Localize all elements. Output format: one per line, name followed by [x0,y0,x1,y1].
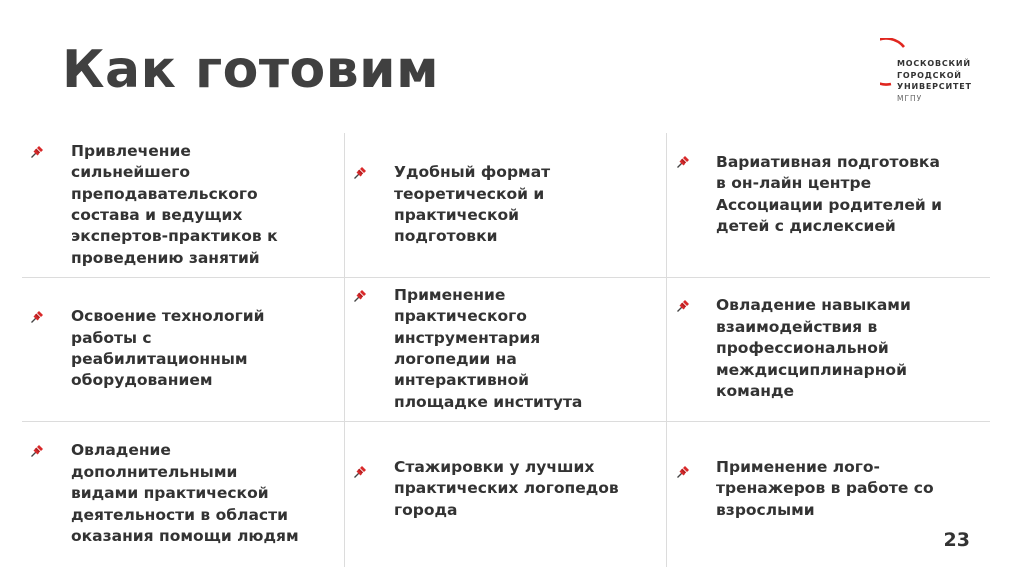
grid-cell [666,421,990,567]
slide-title: Как готовим [62,40,440,100]
logo-line-2: ГОРОДСКОЙ [897,70,962,80]
logo-line-3: УНИВЕРСИТЕТ [897,82,972,91]
grid-cell [22,133,344,277]
item-text: Стажировки у лучших практических логопедов города [394,457,619,519]
pushpin-icon [30,444,44,458]
university-logo [880,38,990,108]
grid-cell [344,421,666,567]
pushpin-icon [30,310,44,324]
grid-cell [22,421,344,567]
item-text: Применение лого- тренажеров в работе со взрослыми [716,457,934,519]
item-text: Применение практического инструментария логопедии на интерактивной площадке института [394,285,583,411]
item-text: Освоение технологий работы с реабилитационным оборудованием [71,307,265,390]
pushpin-icon [353,465,367,479]
pushpin-icon [676,155,690,169]
item-text: Удобный формат теоретической и практической подготовки [394,163,551,246]
pushpin-icon [353,289,367,303]
pushpin-icon [676,465,690,479]
content-grid [22,133,990,567]
pushpin-icon [30,145,44,159]
grid-cell [344,277,666,421]
grid-cell [22,277,344,421]
logo-abbr: МГПУ [897,93,923,103]
logo-text [897,58,972,104]
grid-cell [666,277,990,421]
logo-line-1: МОСКОВСКИЙ [897,59,971,68]
page-number: 23 [943,529,970,551]
item-text: Овладение дополнительными видами практической деятельности в области оказания помощи людям [71,441,299,546]
pushpin-icon [676,299,690,313]
item-text: Овладение навыками взаимодействия в профессиональной междисциплинарной команде [716,296,911,401]
grid-cell [344,133,666,277]
item-text: Привлечение сильнейшего преподавательского состава и ведущих экспертов-практиков к проведению занятий [71,141,278,267]
pushpin-icon [353,166,367,180]
item-text: Вариативная подготовка в он-лайн центре Ассоциации родителей и детей с дислексией [716,153,943,236]
grid-cell [666,133,990,277]
